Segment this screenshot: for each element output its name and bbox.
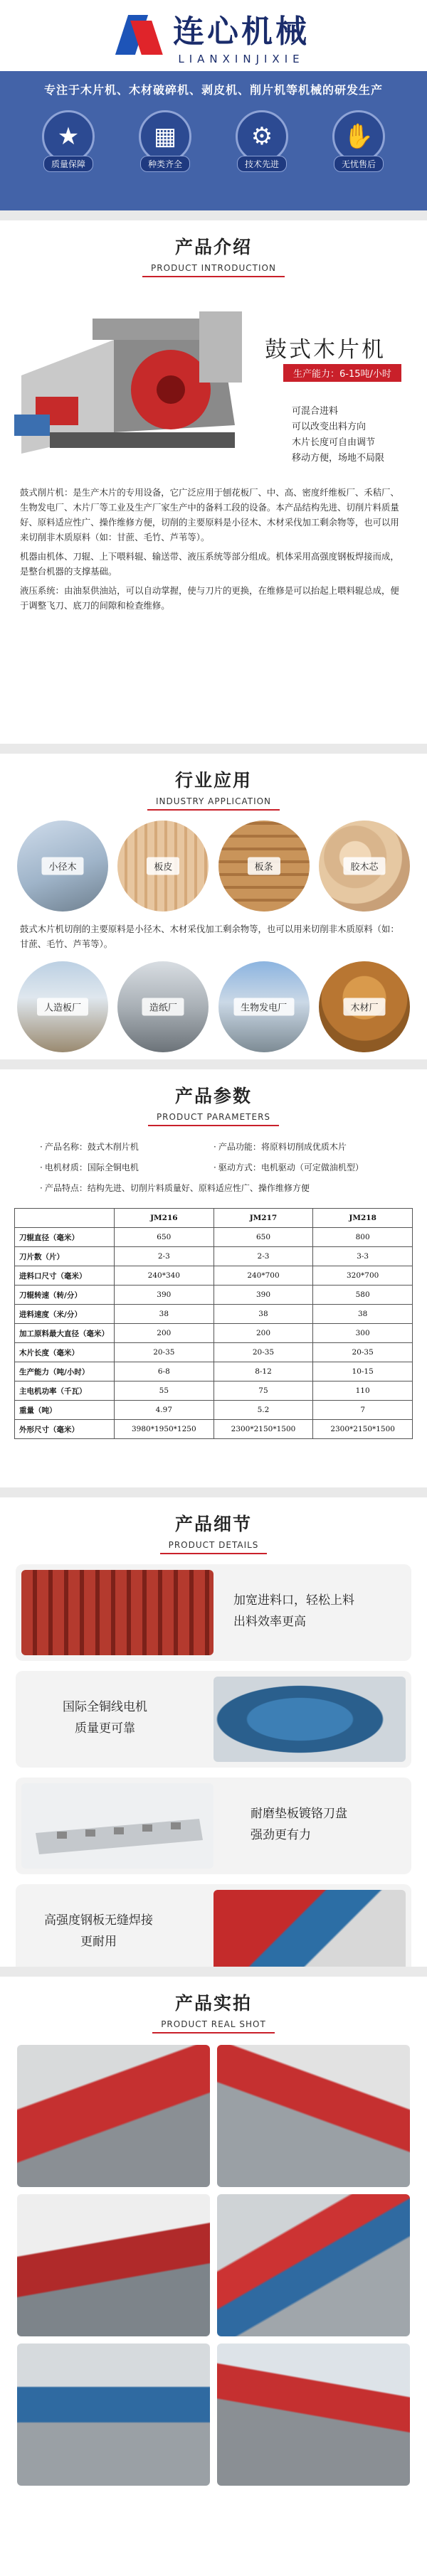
spec-item: · 产品功能：将原料切削成优质木片	[214, 1140, 387, 1153]
application-label: 生物发电厂	[233, 998, 294, 1016]
detail-caption-line: 更耐用	[80, 1935, 117, 1949]
feature-item: 移动方便，场地不局限	[292, 453, 385, 464]
table-cell: 38	[214, 1305, 313, 1324]
table-cell: 240*340	[115, 1266, 214, 1286]
section-title-en: PRODUCT PARAMETERS	[148, 1111, 279, 1126]
table-row	[15, 1381, 413, 1401]
section-application	[0, 754, 427, 1059]
table-cell: 3980*1950*1250	[115, 1420, 214, 1439]
intro-hero	[0, 283, 427, 475]
badge-technology	[226, 110, 297, 172]
feature-item: 可以改变出料方向	[292, 422, 367, 432]
table-cell: 8-12	[214, 1362, 313, 1381]
table-cell: 3-3	[313, 1247, 413, 1266]
brand-name-en: LIANXINJIXIE	[178, 53, 305, 65]
chrome-blade-image	[21, 1783, 214, 1869]
badge-label: 无忧售后	[334, 156, 384, 172]
slogan: 专注于木片机、木材破碎机、剥皮机、削片机等机械的研发生产	[43, 83, 383, 97]
badge-label: 技术先进	[237, 156, 287, 172]
section-title-cn: 行业应用	[174, 770, 252, 791]
badge-label: 质量保障	[43, 156, 93, 172]
table-row	[15, 1247, 413, 1266]
application-row-2	[0, 951, 427, 1052]
table-cell: 2-3	[214, 1247, 313, 1266]
table-cell-label: 刀辊转速（转/分）	[15, 1286, 115, 1305]
application-label: 板皮	[147, 857, 179, 875]
drum-chipper-image	[7, 290, 256, 468]
intro-paragraph: 液压系统：由油泵供油站，可以自动掌握，使与刀片的更换，在维修是可以抬起上喂料辊总成，便于调整飞刀、底刀的间隙和检查维修。	[20, 585, 399, 611]
application-circle	[319, 961, 410, 1052]
table-cell-label: 刀片数（片）	[15, 1247, 115, 1266]
table-cell: 390	[115, 1286, 214, 1305]
table-cell: 650	[214, 1228, 313, 1247]
handshake-icon: ✋	[332, 110, 385, 163]
table-cell: 580	[313, 1286, 413, 1305]
table-row	[15, 1362, 413, 1381]
detail-caption-line: 耐磨垫板镀铬刀盘	[251, 1807, 347, 1821]
detail-caption-line: 出料效率更高	[233, 1615, 306, 1629]
table-cell: 55	[115, 1381, 214, 1401]
section-title-cn: 产品参数	[174, 1086, 252, 1106]
application-circle	[117, 821, 209, 912]
table-cell: 2300*2150*1500	[214, 1420, 313, 1439]
table-cell: 650	[115, 1228, 214, 1247]
spec-item: · 驱动方式：电机驱动（可定做油机型）	[214, 1161, 387, 1173]
application-label: 胶木芯	[343, 857, 385, 875]
section-title-cn: 产品细节	[174, 1514, 252, 1534]
section-title-en: PRODUCT DETAILS	[160, 1539, 268, 1554]
section-title-en: PRODUCT REAL SHOT	[152, 2018, 275, 2033]
table-cell-label: 进料速度（米/分）	[15, 1305, 115, 1324]
feature-item: 可混合进料	[292, 406, 339, 417]
detail-caption-line: 加宽进料口，轻松上料	[233, 1593, 354, 1608]
table-cell: 200	[115, 1324, 214, 1343]
table-header-cell: JM218	[313, 1209, 413, 1228]
table-cell-label: 外形尺寸（毫米）	[15, 1420, 115, 1439]
detail-caption-line: 高强度钢板无缝焊接	[44, 1913, 153, 1928]
table-cell: 7	[313, 1401, 413, 1420]
table-cell: 20-35	[214, 1343, 313, 1362]
table-cell: 38	[313, 1305, 413, 1324]
photo	[17, 2343, 210, 2486]
table-cell: 800	[313, 1228, 413, 1247]
section-title	[0, 220, 427, 277]
photo	[217, 2194, 410, 2336]
feature-list	[292, 404, 384, 466]
badge-quality	[33, 110, 104, 172]
section-introduction	[0, 220, 427, 744]
slogan-band	[0, 71, 427, 210]
table-cell-label: 主电机功率（千瓦）	[15, 1381, 115, 1401]
table-cell: 300	[313, 1324, 413, 1343]
section-title-cn: 产品介绍	[174, 237, 252, 257]
application-label: 人造板厂	[37, 998, 88, 1016]
section-title	[0, 1977, 427, 2033]
brand-name	[173, 6, 310, 65]
table-cell: 110	[313, 1381, 413, 1401]
table-cell-label: 木片长度（毫米）	[15, 1343, 115, 1362]
application-label: 板条	[248, 857, 280, 875]
table-cell: 10-15	[313, 1362, 413, 1381]
table-header-cell: JM217	[214, 1209, 313, 1228]
section-real-shot	[0, 1977, 427, 2576]
table-cell: 4.97	[115, 1401, 214, 1420]
product-name: 鼓式木片机	[265, 337, 386, 363]
application-text: 鼓式木片机切削的主要原料是小径木、木材采伐加工剩余物等，也可以用来切削非木质原料（如：甘蔗、毛竹、芦苇等）。	[20, 924, 399, 949]
spec-item: · 电机材质：国际全铜电机	[40, 1161, 214, 1173]
table-cell: 75	[214, 1381, 313, 1401]
photo	[217, 2045, 410, 2187]
detail-motor	[16, 1671, 411, 1768]
photo	[17, 2194, 210, 2336]
section-title	[0, 1497, 427, 1554]
table-header-row	[15, 1209, 413, 1228]
copper-motor-image	[214, 1677, 406, 1762]
table-header-cell: JM216	[115, 1209, 214, 1228]
application-circle	[17, 961, 108, 1052]
detail-blade	[16, 1778, 411, 1874]
section-title	[0, 1069, 427, 1126]
header	[0, 0, 427, 71]
table-cell-label: 加工原料最大直径（毫米）	[15, 1324, 115, 1343]
section-title-en: INDUSTRY APPLICATION	[147, 795, 280, 811]
application-circle	[319, 821, 410, 912]
feature-item: 木片长度可自由调节	[292, 437, 376, 448]
table-cell-label: 刀辊直径（毫米）	[15, 1228, 115, 1247]
table-cell: 20-35	[313, 1343, 413, 1362]
spec-item: · 产品特点：结构先进、切削片料质量好、原料适应性广、操作维修方便	[40, 1182, 387, 1194]
section-parameters	[0, 1069, 427, 1487]
table-cell: 5.2	[214, 1401, 313, 1420]
badge-label: 种类齐全	[140, 156, 190, 172]
feed-inlet-image	[21, 1570, 214, 1655]
table-row	[15, 1228, 413, 1247]
application-circle	[218, 821, 310, 912]
capacity-badge: 生产能力：6-15吨/小时	[283, 364, 401, 382]
intro-paragraph: 机器由机体、刀辊、上下喂料辊、输送带、液压系统等部分组成。机体采用高强度钢板焊接而成，是整台机器的支撑基础。	[20, 551, 399, 577]
intro-description	[0, 475, 427, 613]
table-cell: 200	[214, 1324, 313, 1343]
detail-caption	[44, 1910, 153, 1952]
welded-frame-image	[214, 1890, 406, 1975]
table-cell-label: 重量（吨）	[15, 1401, 115, 1420]
application-circle	[218, 961, 310, 1052]
application-label: 造纸厂	[142, 998, 184, 1016]
table-cell: 240*700	[214, 1266, 313, 1286]
application-row-1	[0, 811, 427, 912]
table-cell: 2-3	[115, 1247, 214, 1266]
detail-caption	[63, 1696, 147, 1739]
gear-icon: ⚙	[236, 110, 288, 163]
section-title	[0, 754, 427, 811]
photo	[17, 2045, 210, 2187]
table-cell-label: 生产能力（吨/小时）	[15, 1362, 115, 1381]
detail-caption-line: 强劲更有力	[251, 1828, 311, 1842]
spec-summary	[0, 1126, 427, 1198]
spec-item: · 产品名称：鼓式木削片机	[40, 1140, 214, 1153]
table-cell: 20-35	[115, 1343, 214, 1362]
table-header-cell	[15, 1209, 115, 1228]
table-row	[15, 1286, 413, 1305]
application-label: 小径木	[41, 857, 83, 875]
table-cell: 320*700	[313, 1266, 413, 1286]
photo-grid	[0, 2033, 427, 2486]
parameter-table	[14, 1208, 413, 1439]
table-cell: 390	[214, 1286, 313, 1305]
intro-paragraph: 鼓式削片机：是生产木片的专用设备，它广泛应用于刨花板厂、中、高、密度纤维板厂、禾秸厂、生物发电厂、木片厂等工业及生产厂家生产中的备料工段的设备。本产品结构先进、切削片料质量好、原料适应性广、操作维修方便，切削的主要原料是小径木、木材采伐加工剩余物等，也可以用来切削非木质原料（如：甘蔗、毛竹、芦苇等）。	[20, 487, 399, 543]
section-details	[0, 1497, 427, 1967]
detail-caption-line: 国际全铜线电机	[63, 1700, 147, 1714]
detail-caption	[251, 1803, 347, 1846]
grid-icon: ▦	[139, 110, 191, 163]
detail-caption-line: 质量更可靠	[75, 1721, 135, 1736]
table-cell: 6-8	[115, 1362, 214, 1381]
badge-variety	[130, 110, 201, 172]
table-row	[15, 1324, 413, 1343]
table-row	[15, 1343, 413, 1362]
table-row	[15, 1401, 413, 1420]
badge-service	[323, 110, 394, 172]
detail-feed-inlet	[16, 1564, 411, 1661]
table-cell: 2300*2150*1500	[313, 1420, 413, 1439]
section-title-en: PRODUCT INTRODUCTION	[142, 262, 285, 277]
table-row	[15, 1266, 413, 1286]
application-circle	[17, 821, 108, 912]
application-label: 木材厂	[343, 998, 385, 1016]
detail-caption	[233, 1590, 354, 1632]
application-circle	[117, 961, 209, 1052]
section-title-cn: 产品实拍	[174, 1993, 252, 2014]
badge-row	[0, 97, 427, 172]
table-row	[15, 1420, 413, 1439]
table-cell-label: 进料口尺寸（毫米）	[15, 1266, 115, 1286]
table-cell: 38	[115, 1305, 214, 1324]
company-logo	[117, 11, 164, 60]
photo	[217, 2343, 410, 2486]
table-row	[15, 1305, 413, 1324]
brand-name-cn: 连心机械	[173, 14, 310, 50]
medal-icon: ★	[42, 110, 95, 163]
